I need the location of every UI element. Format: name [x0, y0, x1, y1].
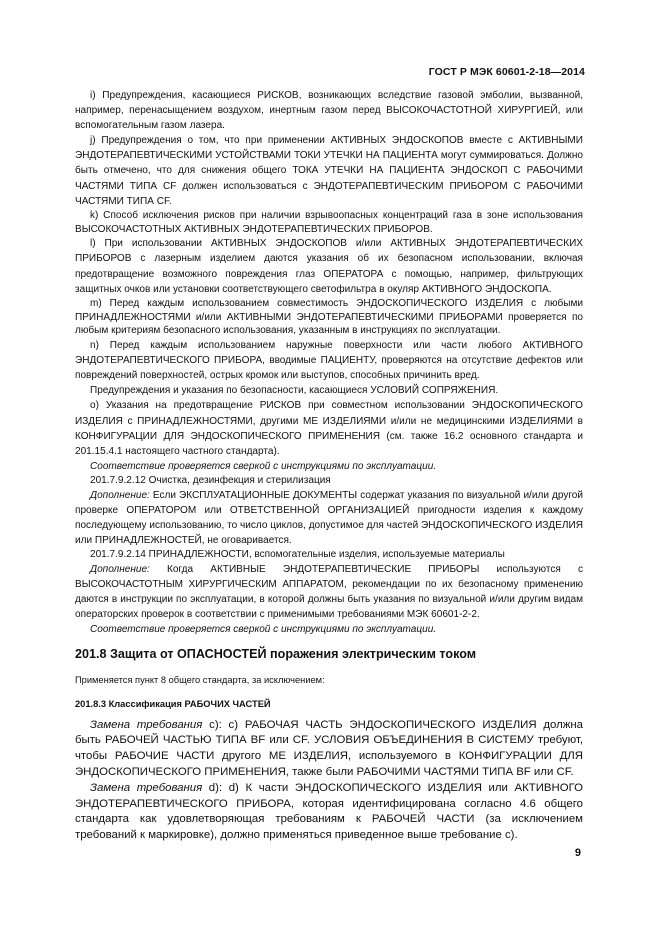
page-content — [75, 88, 583, 844]
subsection-heading: 201.8.3 Классификация РАБОЧИХ ЧАСТЕЙ — [75, 698, 271, 709]
replacement-label: Замена требования — [90, 781, 203, 794]
paragraph-addition-cleaning — [75, 488, 583, 548]
paragraph-o: o) Указания на предотвращение РИСКОВ при совместном использовании ЭНДОСКОПИЧЕСКОГО ИЗДЕЛИЯ с ПРИНАДЛЕЖНОСТЯМИ, другими МЕ ИЗДЕЛИЯМИ и/или не медицинскими ИЗДЕЛИЯМИ в КОНФИГУРАЦИИ ДЛЯ ЭНДОСКОПИЧЕСКОГО ПРИМЕНЕНИЯ (см. также 16.2 основного стандарта и 201.15.4.1 настоящего частного стандарта). — [75, 400, 583, 457]
clause-heading-accessories: 201.7.9.2.14 ПРИНАДЛЕЖНОСТИ, вспомогательные изделия, используемые материалы — [90, 549, 505, 561]
paragraph-warnings-note: Предупреждения и указания по безопасности, касающиеся УСЛОВИЙ СОПРЯЖЕНИЯ. — [90, 385, 499, 397]
paragraph-k: k) Способ исключения рисков при наличии взрывоопасных концентраций газа в зоне использования ВЫСОКОЧАСТОТНЫХ АКТИВНЫХ ЭНДОТЕРАПЕВТИЧЕСКИХ ПРИБОРОВ. — [75, 209, 583, 235]
replacement-text: d): d) К части ЭНДОСКОПИЧЕСКОГО ИЗДЕЛИЯ или АКТИВНОГО ЭНДОТЕРАПЕВТИЧЕСКОГО ПРИБОРА, которая идентифицирована согласно 4.6 общего стандарта как удовлетворяющая требованиям к РАБОЧЕЙ ЧАСТИ (за исключением требований к маркировке), должно применяться приведенное выше требование с). — [75, 781, 583, 842]
paragraph-addition-accessories — [75, 562, 583, 622]
paragraph-m: m) Перед каждым использованием совместимость ЭНДОСКОПИЧЕСКОГО ИЗДЕЛИЯ с любыми ПРИНАДЛЕЖНОСТЯМИ и/или АКТИВНЫМИ ЭНДОТЕРАПЕВТИЧЕСКИМИ ПРИБОРАМИ проверяется по любым критериям безопасного использования, указанным в инструкциях по эксплуатации. — [75, 297, 583, 337]
section-heading: 201.8 Защита от ОПАСНОСТЕЙ поражения электрическим током — [75, 647, 477, 662]
paragraph-l: l) При использовании АКТИВНЫХ ЭНДОСКОПОВ и/или АКТИВНЫХ ЭНДОТЕРАПЕВТИЧЕСКИХ ПРИБОРОВ с лазерным изделием даются указания об их безопасном использовании, включая предотвращение возможного повреждения глаз ОПЕРАТОРА с помощью, например, фильтрующих защитных очков или установки соответствующего светофильтра в окуляр АКТИВНОГО ЭНДОСКОПА. — [75, 238, 583, 295]
compliance-note: Соответствие проверяется сверкой с инструкциями по эксплуатации. — [90, 624, 437, 636]
paragraph-n: n) Перед каждым использованием наружные поверхности или части любого АКТИВНОГО ЭНДОТЕРАПЕВТИЧЕСКОГО ПРИБОРА, вводимые ПАЦИЕНТУ, проверяются на отсутствие дефектов или повреждений поверхностей, острых кромок или выступов, способных причинить вред. — [75, 340, 583, 382]
addition-label: Дополнение: — [90, 563, 150, 575]
replacement-d — [75, 781, 583, 844]
page-number: 9 — [574, 847, 581, 859]
addition-text: Когда АКТИВНЫЕ ЭНДОТЕРАПЕВТИЧЕСКИЕ ПРИБОРЫ используются с ВЫСОКОЧАСТОТНЫМ ХИРУРГИЧЕСКИМ АППАРАТОМ, рекомендации по их безопасному применению даются в инструкции по эксплуатации, в которой должны быть указания по визуальной и/или другим видам операторских проверок в соответствии с применимыми требованиями МЭК 60601-2-2. — [75, 563, 583, 621]
paragraph-i: i) Предупреждения, касающиеся РИСКОВ, возникающих вследствие газовой эмболии, вызванной, например, перенасыщением воздухом, инертным газом перед ВЫСОКОЧАСТОТНОЙ ХИРУРГИЕЙ, или вспомогательным газом лазера. — [75, 90, 583, 132]
clause-heading-cleaning: 201.7.9.2.12 Очистка, дезинфекция и стерилизация — [90, 474, 331, 486]
replacement-c — [75, 718, 583, 781]
section-intro: Применяется пункт 8 общего стандарта, за исключением: — [75, 675, 325, 686]
compliance-note: Соответствие проверяется сверкой с инструкциями по эксплуатации. — [90, 460, 437, 472]
addition-text: Если ЭКСПЛУАТАЦИОННЫЕ ДОКУМЕНТЫ содержат указания по визуальной и/или другой проверке ОПЕРАТОРОМ или ОТВЕТСТВЕННОЙ ОРГАНИЗАЦИЕЙ пригодности изделия к каждому последующему использованию, то число циклов, допустимое для частей ЭНДОСКОПИЧЕСКОГО ИЗДЕЛИЯ или ПРИНАДЛЕЖНОСТЕЙ, не оговаривается. — [75, 489, 583, 547]
replacement-text: с): с) РАБОЧАЯ ЧАСТЬ ЭНДОСКОПИЧЕСКОГО ИЗДЕЛИЯ должна быть РАБОЧЕЙ ЧАСТЬЮ ТИПА BF или CF. УСЛОВИЯ ОБЪЕДИНЕНИЯ В СИСТЕМУ требуют, чтобы РАБОЧИЕ ЧАСТИ другого МЕ ИЗДЕЛИЯ, используемого в КОНФИГУРАЦИИ ДЛЯ ЭНДОСКОПИЧЕСКОГО ПРИМЕНЕНИЯ, также были РАБОЧИМИ ЧАСТЯМИ ТИПА BF или CF. — [75, 718, 583, 779]
addition-label: Дополнение: — [90, 489, 150, 501]
replacement-label: Замена требования — [90, 718, 203, 731]
document-id-header: ГОСТ Р МЭК 60601-2-18—2014 — [428, 66, 585, 78]
paragraph-j: j) Предупреждения о том, что при применении АКТИВНЫХ ЭНДОСКОПОВ вместе с АКТИВНЫМИ ЭНДОТЕРАПЕВТИЧЕСКИМИ УСТОЙСТВАМИ ТОКИ УТЕЧКИ НА ПАЦИЕНТА могут суммироваться. Должно быть отмечено, что для снижения общего ТОКА УТЕЧКИ НА ПАЦИЕНТА ЭНДОСКОП С РАБОЧИМИ ЧАСТЯМИ ТИПА CF должен использоваться с ЭНДОТЕРАПЕВТИЧЕСКИМ ПРИБОРОМ С РАБОЧИМИ ЧАСТЯМИ ТИПА CF. — [75, 135, 583, 207]
